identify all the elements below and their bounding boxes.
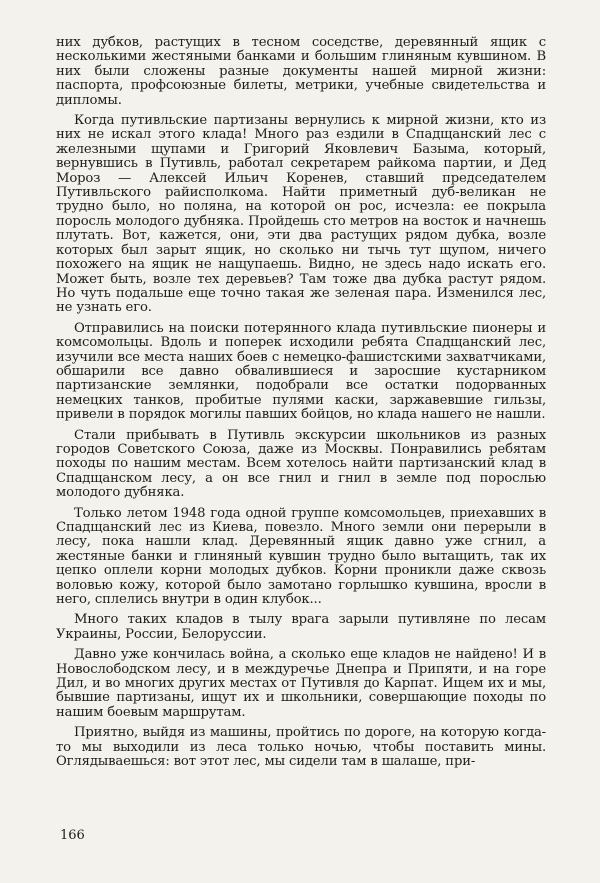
page-number: 166 bbox=[60, 828, 85, 843]
paragraph-1: них дубков, растущих в тесном соседстве, деревянный ящик с несколькими жестяными банками и большим глиняным кувшином. В них были сложены разные документы нашей мирной жизни: паспорта, профсоюзные билеты, метрики, учебные свидетельства и дипломы. bbox=[56, 35, 546, 108]
paragraph-7: Давно уже кончилась война, а сколько еще кладов не найдено! И в Новослободском лесу, и в междуречье Днепра и Припяти, и на горе Дил, и во многих других местах от Путивля до Карпат. Ищем их и мы, бывшие партизаны, ищут их и школьники, совершающие походы по нашим боевым маршрутам. bbox=[56, 647, 546, 720]
paragraph-6: Много таких кладов в тылу врага зарыли путивляне по лесам Украины, России, Белоруссии. bbox=[56, 612, 546, 642]
paragraph-3: Отправились на поиски потерянного клада путивльские пионеры и комсомольцы. Вдоль и поперек исходили ребята Спадщанский лес, изучили все места наших боев с немецко-фашистскими захватчиками, обшарили все давно обвалившиеся и заросшие кустарником партизанские землянки, подобрали все остатки подорванных немецких танков, пробитые пулями каски, заржавевшие гильзы, привели в порядок могилы павших бойцов, но клада нашего не нашли. bbox=[56, 320, 546, 423]
page-body bbox=[56, 36, 546, 776]
paragraph-5: Только летом 1948 года одной группе комсомольцев, приехавших в Спадщанский лес из Киева, повезло. Много земли они перерыли в лесу, пока нашли клад. Деревянный ящик давно уже сгнил, а жестяные банки и глиняный кувшин трудно было вытащить, так их цепко оплели корни молодых дубков. Корни проникли даже сквозь воловью кожу, которой было замотано горлышко кувшина, вросли в него, сплелись внутри в один клубок... bbox=[56, 505, 546, 608]
paragraph-8: Приятно, выйдя из машины, пройтись по дороге, на которую когда-то мы выходили из леса только ночью, чтобы поставить мины. Оглядываешься: вот этот лес, мы сидели там в шалаше, при- bbox=[56, 725, 546, 770]
paragraph-4: Стали прибывать в Путивль экскурсии школьников из разных городов Советского Союза, даже из Москвы. Понравились ребятам походы по нашим местам. Всем хотелось найти партизанский клад в Спадщанском лесу, а он все гнил и гнил в земле под порослью молодого дубняка. bbox=[56, 427, 546, 501]
paragraph-2: Когда путивльские партизаны вернулись к мирной жизни, кто из них не искал этого клада! Много раз ездили в Спадщанский лес с железными щупами и Григорий Яковлевич Базыма, который, вернувшись в Путивль, работал секретарем райкома партии, и Дед Мороз — Алексей Ильич Коренев, ставший председателем Путивльского райисполкома. Найти приметный дуб-великан не трудно было, но поляна, на которой он рос, исчезла: ее покрыла поросль молодого дубняка. Пройдешь сто метров на восток и начнешь плутать. Вот, кажется, они, эти два растущих рядом дубка, возле которых был зарыт ящик, но сколько ни тычь тут щупом, ничего похожего на ящик не нащупаешь. Видно, не здесь надо искать его. Может быть, возле тех деревьев? Там тоже два дубка растут рядом. Но чуть подальше еще точно такая же зеленая пара. Изменился лес, не узнать его. bbox=[56, 113, 546, 316]
